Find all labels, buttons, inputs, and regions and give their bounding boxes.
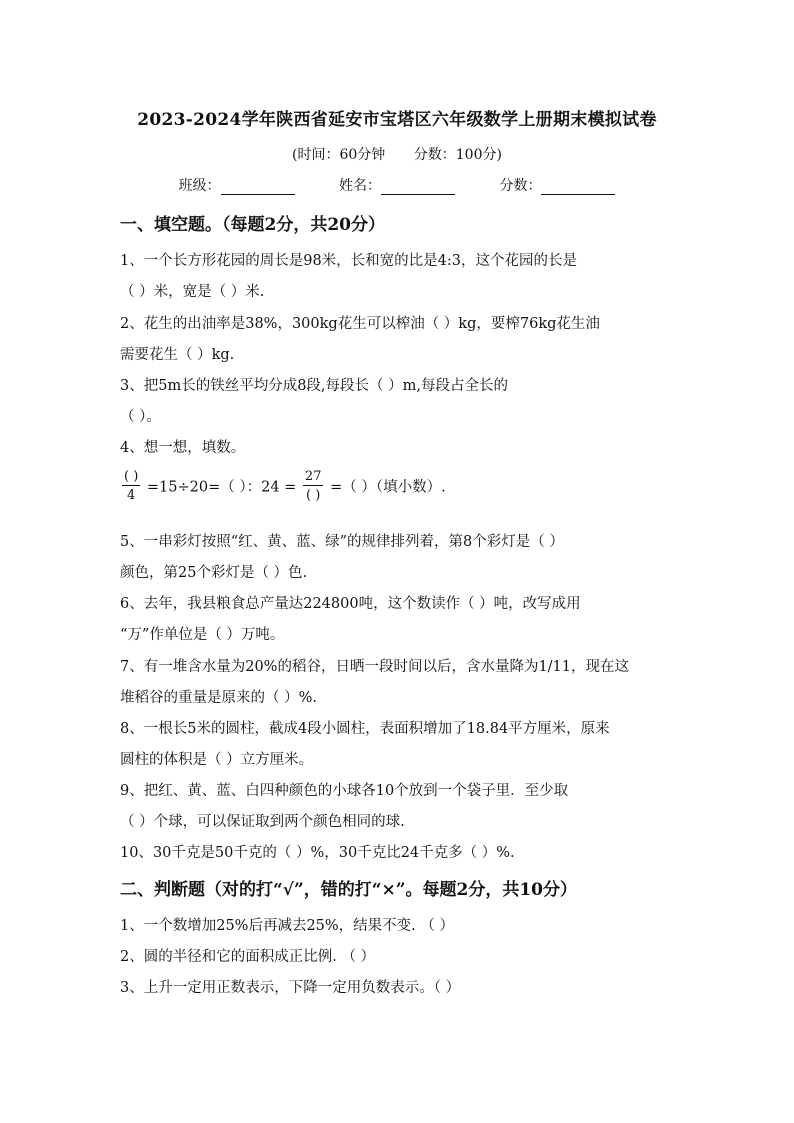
question-5-line-2: 颜色，第25个彩灯是（ ）色. [120,565,308,581]
exam-total-score: 分数：100分) [413,147,502,163]
fraction-1-numerator: ( ) [124,469,139,484]
class-field [179,175,295,195]
question-3-line-1: 3、把5m长的铁丝平均分成8段,每段长（ ）m,每段占全长的 [120,378,509,394]
question-4-line-1: 4、想一想，填数。 [120,440,246,456]
fraction-2 [303,470,324,502]
question-9-line-1: 9、把红、黄、蓝、白四种颜色的小球各10个放到一个袋子里．至少取 [120,783,569,799]
question-2-line-1: 2、花生的出油率是38%，300kg花生可以榨油（ ）kg，要榨76kg花生油 [120,316,600,332]
question-2-line-2: 需要花生（ ）kg. [120,347,235,363]
exam-time: (时间：60分钟 [292,147,386,163]
class-label: 班级： [178,178,221,194]
score-field [499,175,615,195]
exam-title: 2023-2024学年陕西省延安市宝塔区六年级数学上册期末模拟试卷 [137,110,657,130]
question-9-line-2: （ ）个球，可以保证取到两个颜色相同的球. [120,814,405,830]
question-1-line-1: 1、一个长方形花园的周长是98米，长和宽的比是4:3，这个花园的长是 [120,253,578,269]
question-6-line-1: 6、去年，我县粮食总产量达224800吨，这个数读作（ ）吨，改写成用 [120,596,581,612]
name-field [339,175,455,195]
score-blank[interactable] [541,180,615,195]
score-label: 分数： [499,178,542,194]
fraction-2-denominator: ( ) [306,488,321,503]
question-8-line-2: 圆柱的体积是（ ）立方厘米。 [120,752,314,768]
name-label: 姓名： [339,178,381,194]
fraction-1-denominator: 4 [127,488,136,503]
student-info [0,175,794,195]
question-7-line-1: 7、有一堆含水量为20%的稻谷，日晒一段时间以后，含水量降为1/11，现在这 [120,659,630,675]
question-8-line-1: 8、一根长5米的圆柱，截成4段小圆柱，表面积增加了18.84平方厘米，原来 [120,721,610,737]
question-4-math [120,470,446,502]
question-5-line-1: 5、一串彩灯按照“红、黄、蓝、绿”的规律排列着，第8个彩灯是（ ） [120,534,564,550]
judge-question-1: 1、一个数增加25%后再减去25%，结果不变. （ ） [120,918,455,934]
question-10-line-1: 10、30千克是50千克的（ ）%，30千克比24千克多（ ）%. [120,845,515,861]
question-1-line-2: （ ）米，宽是（ ）米. [120,284,265,300]
fraction-2-numerator: 27 [304,469,322,484]
question-7-line-2: 堆稻谷的重量是原来的（ ）%. [120,690,317,706]
question-4-middle: =15÷20=（ ）：24 = [146,479,297,496]
section1-heading: 一、填空题。（每题2分，共20分） [120,215,385,235]
class-blank[interactable] [221,180,295,195]
question-6-line-2: “万”作单位是（ ）万吨。 [120,627,285,643]
section2-heading: 二、判断题（对的打“√”，错的打“×”。每题2分，共10分） [120,880,578,900]
judge-question-2: 2、圆的半径和它的面积成正比例. （ ） [120,949,376,965]
name-blank[interactable] [381,180,455,195]
question-3-line-2: （ ）。 [120,409,161,425]
question-4-end: =（ ）（填小数）. [330,479,446,496]
exam-meta [0,144,794,164]
fraction-1 [122,470,140,502]
judge-question-3: 3、上升一定用正数表示，下降一定用负数表示。（ ） [120,980,461,996]
